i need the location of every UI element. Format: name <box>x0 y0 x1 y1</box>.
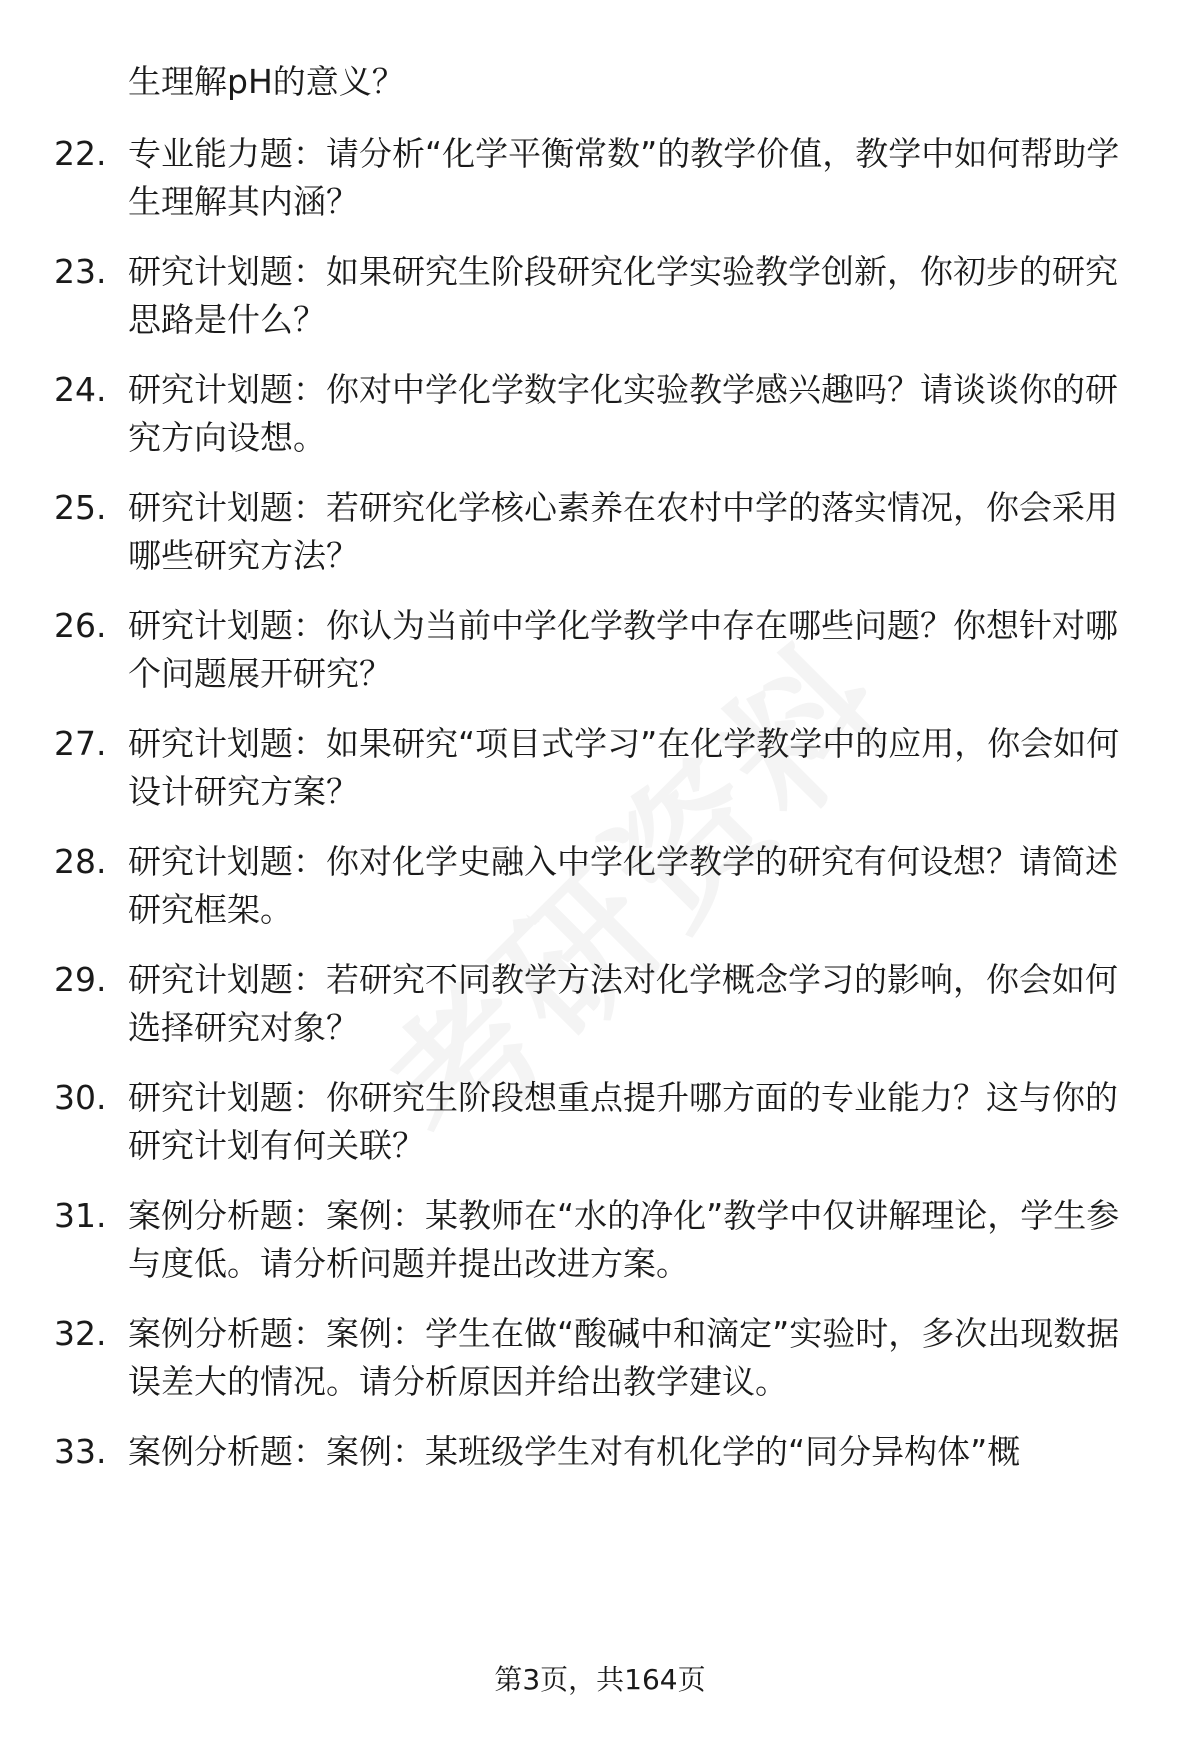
item-number: 31. <box>54 1196 107 1235</box>
item-text: 研究计划题：你研究生阶段想重点提升哪方面的专业能力？这与你的研究计划有何关联？ <box>128 1078 1118 1165</box>
item-number: 32. <box>54 1314 107 1353</box>
list-item <box>0 956 1200 1056</box>
item-text: 研究计划题：你认为当前中学化学教学中存在哪些问题？你想针对哪个问题展开研究？ <box>128 606 1118 693</box>
item-number: 27. <box>54 724 107 763</box>
item-number: 22. <box>54 134 107 173</box>
item-text: 研究计划题：若研究不同教学方法对化学概念学习的影响，你会如何选择研究对象？ <box>128 960 1118 1047</box>
item-text: 研究计划题：你对中学化学数字化实验教学感兴趣吗？请谈谈你的研究方向设想。 <box>128 370 1118 457</box>
list-item <box>0 1310 1200 1410</box>
item-number: 25. <box>54 488 107 527</box>
item-number: 24. <box>54 370 107 409</box>
item-number: 33. <box>54 1432 107 1471</box>
list-item <box>0 366 1200 466</box>
item-text: 研究计划题：若研究化学核心素养在农村中学的落实情况，你会采用哪些研究方法？ <box>128 488 1118 575</box>
item-number: 30. <box>54 1078 107 1117</box>
list-item <box>0 602 1200 702</box>
item-text: 案例分析题：案例：某班级学生对有机化学的“同分异构体”概 <box>128 1432 1021 1471</box>
list-item <box>0 1428 1200 1488</box>
list-item <box>0 1192 1200 1292</box>
item-number: 29. <box>54 960 107 999</box>
item-number: 26. <box>54 606 107 645</box>
item-number: 28. <box>54 842 107 881</box>
item-number: 23. <box>54 252 107 291</box>
page-number-footer: 第3页，共164页 <box>494 1663 706 1696</box>
continuation-text: 生理解pH的意义？ <box>128 62 405 101</box>
item-text: 研究计划题：如果研究“项目式学习”在化学教学中的应用，你会如何设计研究方案？ <box>128 724 1120 811</box>
item-text: 研究计划题：你对化学史融入中学化学教学的研究有何设想？请简述研究框架。 <box>128 842 1118 929</box>
list-item <box>0 720 1200 820</box>
item-text: 专业能力题：请分析“化学平衡常数”的教学价值，教学中如何帮助学生理解其内涵？ <box>128 134 1120 221</box>
list-item <box>0 1074 1200 1174</box>
list-item <box>0 248 1200 348</box>
item-text: 研究计划题：如果研究生阶段研究化学实验教学创新，你初步的研究思路是什么？ <box>128 252 1118 339</box>
list-item <box>0 130 1200 230</box>
list-item <box>0 484 1200 584</box>
item-text: 案例分析题：案例：某教师在“水的净化”教学中仅讲解理论，学生参与度低。请分析问题并提出改进方案。 <box>128 1196 1120 1283</box>
list-item <box>0 838 1200 938</box>
item-text: 案例分析题：案例：学生在做“酸碱中和滴定”实验时，多次出现数据误差大的情况。请分析原因并给出教学建议。 <box>128 1314 1120 1401</box>
